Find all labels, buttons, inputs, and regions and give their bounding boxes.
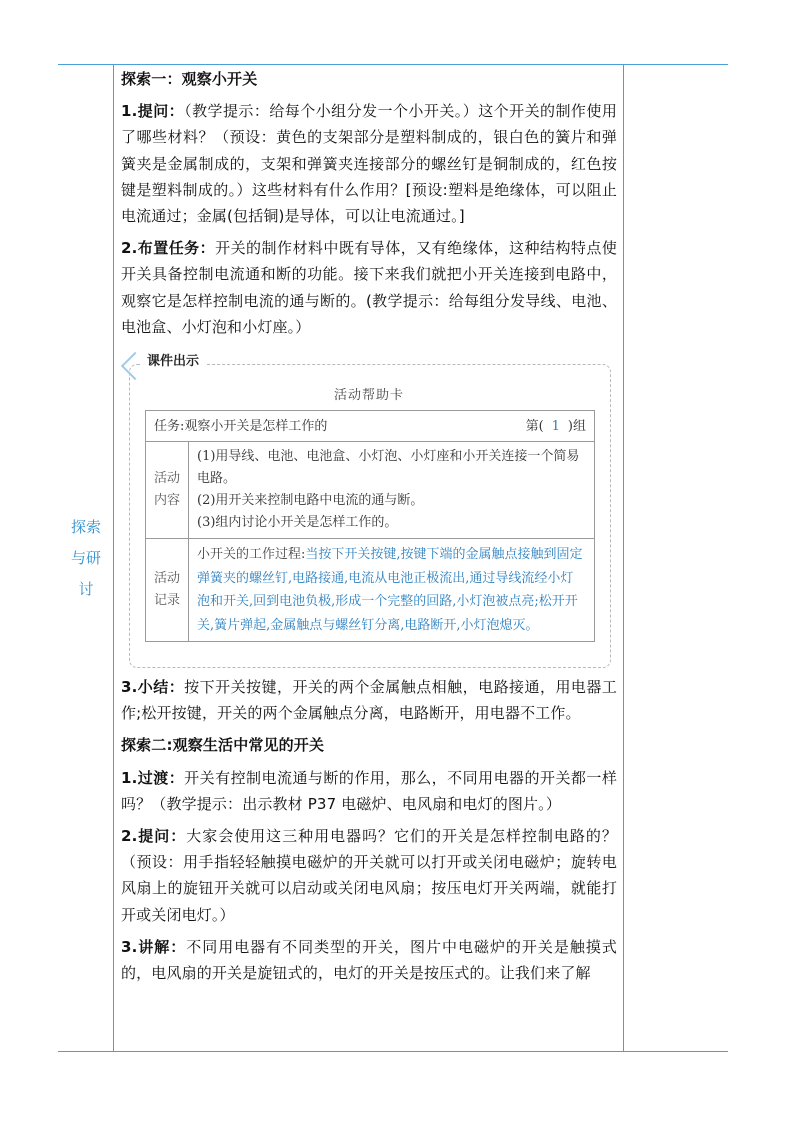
step-label: 3.讲解： (121, 937, 187, 956)
table-top-rule (58, 64, 728, 65)
group-suffix: )组 (567, 419, 586, 435)
content-cell (189, 442, 595, 539)
column-divider-right (623, 64, 624, 1052)
content-row (146, 442, 595, 539)
task-text: 任务:观察小开关是怎样工作的 (154, 419, 328, 435)
step-label: 2.提问： (121, 827, 187, 846)
step-text: （教学提示：给每个小组分发一个小开关。）这个开关的制作使用了哪些材料？（预设：黄色的支架部分是塑料制成的，银白色的簧片和弹簧夹是金属制成的，支架和弹簧夹连接部分的螺丝钉是铜制成的，红色按键是塑料制成的。）这些材料有什么作用？[预设:塑料是绝缘体，可以阻止电流通过；金属(包括铜)是导体，可以让电流通过。] (121, 102, 617, 226)
paragraph-question-two (121, 823, 617, 928)
section-label-line-3: 讨 (78, 580, 94, 598)
content-line: (1)用导线、电池、电池盒、小灯泡、小灯座和小开关连接一个简易电路。 (197, 449, 580, 487)
step-label: 1.提问： (121, 102, 185, 121)
table-bottom-rule (58, 1051, 728, 1052)
record-lead: 小开关的工作过程: (197, 547, 306, 563)
step-text: 开关的制作材料中既有导体，又有绝缘体，这种结构特点使开关具备控制电流通和断的功能。接下来我们就把小开关连接到电路中，观察它是怎样控制电流的通与断的。(教学提示：给每组分发导线、电池、电池盒、小灯泡和小灯座。） (121, 239, 618, 336)
record-label: 活动记录 (146, 539, 189, 642)
group-indicator (526, 415, 586, 434)
paragraph-summary (121, 674, 617, 726)
group-prefix: 第( (525, 419, 544, 435)
content-line: (2)用开关来控制电路中电流的通与断。 (197, 493, 424, 509)
explore-one-heading: 探索一：观察小开关 (121, 70, 258, 88)
step-text: 不同用电器有不同类型的开关，图片中电磁炉的开关是触摸式的，电风扇的开关是旋钮式的，电灯的开关是按压式的。让我们来了解 (121, 937, 617, 983)
record-text: 当按下开关按键,按键下端的金属触点接触到固定弹簧夹的螺丝钉,电路接通,电流从电池正极流出,通过导线流经小灯泡和开关,回到电池负极,形成一个完整的回路,小灯泡被点亮;松开开关,簧片弹起,金属触点与螺丝钉分离,电路断开,小灯泡熄灭。 (197, 547, 583, 633)
step-text: 大家会使用这三种用电器吗？它们的开关是怎样控制电路的？（预设：用手指轻轻触摸电磁炉的开关就可以打开或关闭电磁炉；旋转电风扇上的旋钮开关就可以启动或关闭电风扇；按压电灯开关两端，就能打开或关闭电灯。） (121, 827, 617, 924)
step-label: 1.过渡： (121, 768, 185, 787)
content-line: (3)组内讨论小开关是怎样工作的。 (197, 515, 398, 531)
group-number: 1 (551, 419, 560, 435)
paragraph-task (121, 235, 617, 340)
step-label: 3.小结： (121, 678, 185, 697)
column-divider-left (113, 64, 114, 1052)
card-tab-label: 课件出示 (141, 350, 205, 374)
step-text: 开关有控制电流通与断的作用，那么，不同用电器的开关都一样吗？（教学提示：出示教材 P37 电磁炉、电风扇和电灯的图片。） (121, 768, 618, 813)
record-cell (189, 539, 595, 642)
section-label (64, 512, 108, 605)
content-label: 活动内容 (146, 442, 189, 539)
step-label: 2.布置任务： (121, 239, 216, 258)
lesson-content (121, 66, 617, 986)
card-title: 活动帮助卡 (333, 388, 404, 404)
paragraph-explanation (121, 934, 617, 986)
activity-help-card (129, 350, 611, 670)
record-row (146, 539, 595, 642)
paragraph-question (121, 98, 617, 229)
explore-two-heading: 探索二:观察生活中常见的开关 (121, 736, 325, 755)
paragraph-transition (121, 765, 617, 817)
task-row (146, 411, 595, 442)
step-text: 按下开关按键，开关的两个金属触点相触，电路接通，用电器工作;松开按键，开关的两个金属触点分离，电路断开，用电器不工作。 (121, 678, 618, 723)
section-label-line-1: 探索 (70, 518, 101, 536)
activity-table (145, 410, 595, 642)
section-label-line-2: 与研 (70, 549, 101, 567)
